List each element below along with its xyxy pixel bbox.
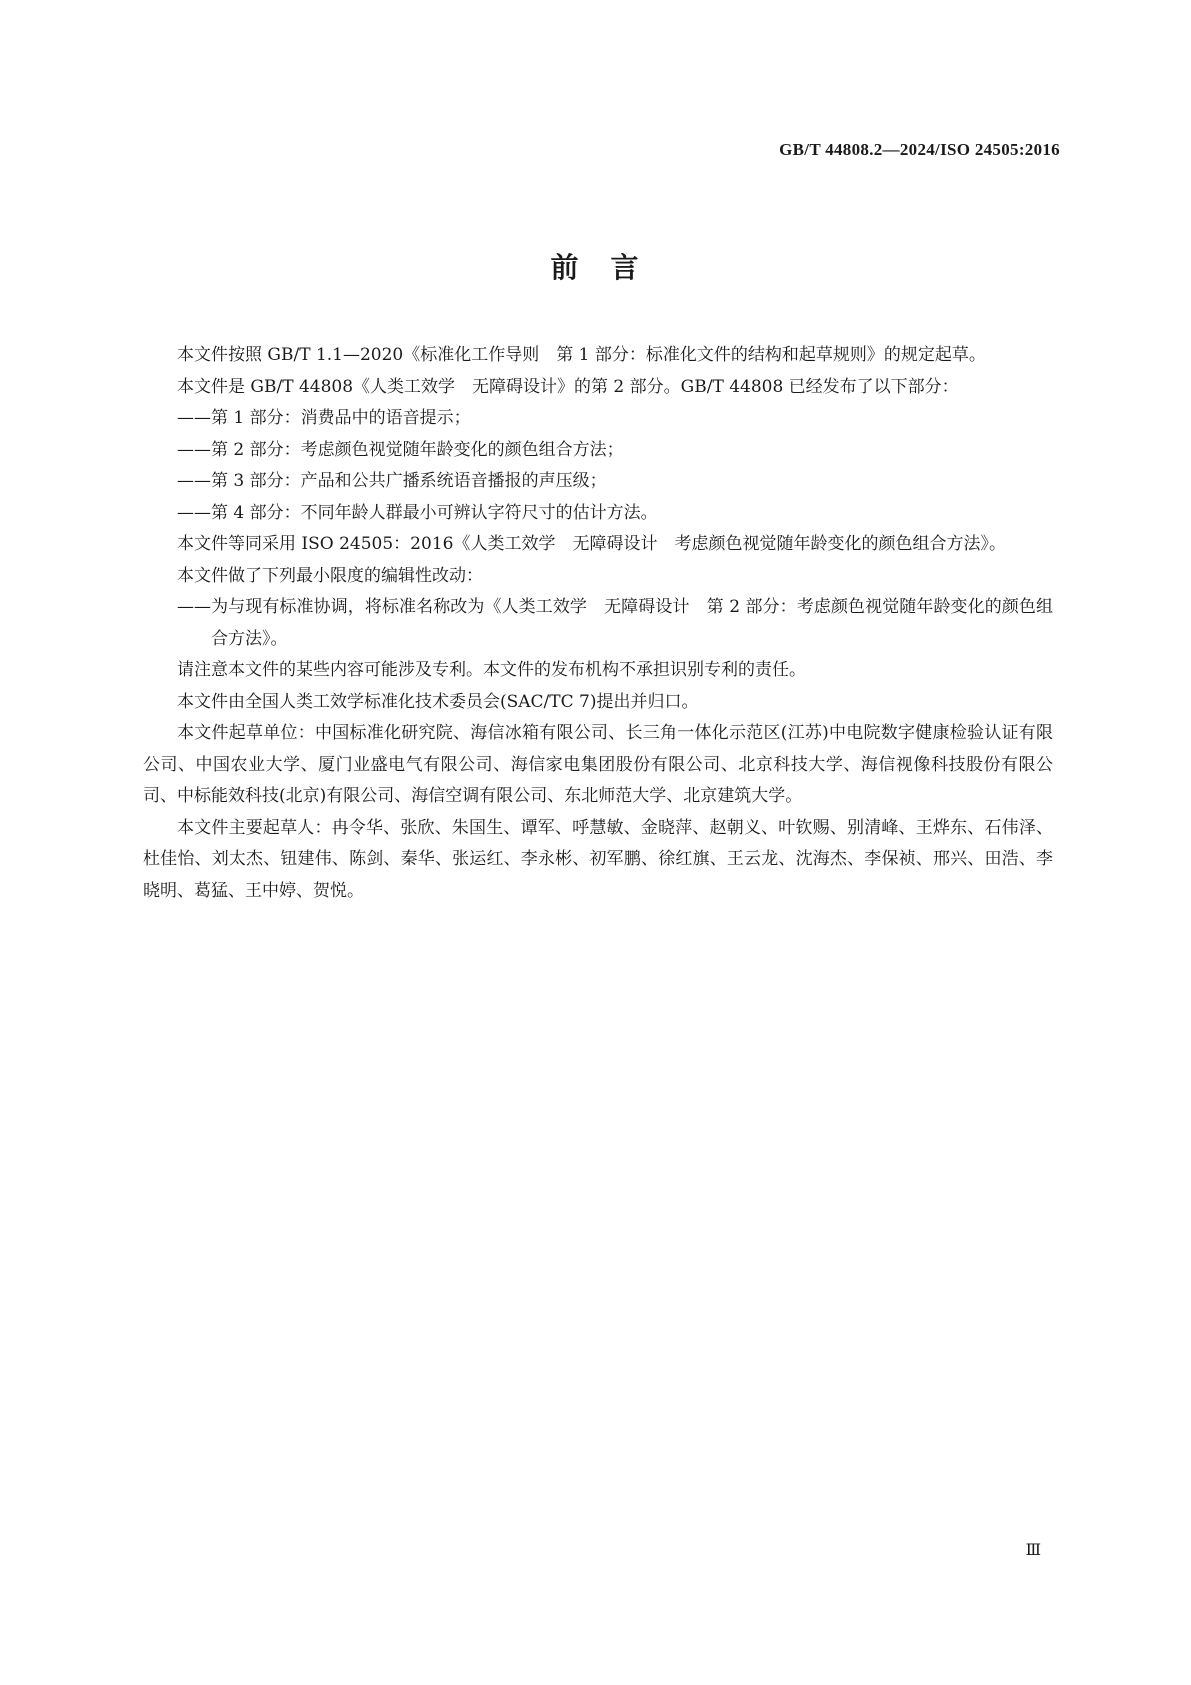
list-item-part-3: ——第 3 部分：产品和公共广播系统语音播报的声压级； [177, 471, 607, 491]
list-item-part-2: ——第 2 部分：考虑颜色视觉随年龄变化的颜色组合方法； [177, 439, 624, 460]
foreword-body [143, 340, 1053, 907]
paragraph-drafting-rules: 本文件按照 GB/T 1.1—2020《标准化工作导则 第 1 部分：标准化文件的结构和起草规则》的规定起草。 [177, 345, 986, 365]
standard-code-header: GB/T 44808.2—2024/ISO 24505:2016 [779, 140, 1060, 159]
page-number: Ⅲ [1025, 1542, 1041, 1559]
paragraph-drafters: 本文件主要起草人：冉令华、张欣、朱国生、谭军、呼慧敏、金晓萍、赵朝义、叶钦赐、别清峰、王烨东、石伟泽、杜佳怡、刘太杰、钮建伟、陈剑、秦华、张运红、李永彬、初军鹏、徐红旗、王云龙、沈海杰、李保祯、邢兴、田浩、李晓明、葛猛、王中婷、贺悦。 [143, 817, 1053, 901]
list-item-name-change: ——为与现有标准协调，将标准名称改为《人类工效学 无障碍设计 第 2 部分：考虑颜色视觉随年龄变化的颜色组合方法》。 [177, 597, 1053, 649]
list-item-part-4: ——第 4 部分：不同年龄人群最小可辨认字符尺寸的估计方法。 [177, 502, 658, 523]
paragraph-patent-notice: 请注意本文件的某些内容可能涉及专利。本文件的发布机构不承担识别专利的责任。 [177, 660, 806, 680]
paragraph-committee: 本文件由全国人类工效学标准化技术委员会(SAC/TC 7)提出并归口。 [177, 691, 699, 712]
paragraph-part-info: 本文件是 GB/T 44808《人类工效学 无障碍设计》的第 2 部分。GB/T 44808 已经发布了以下部分： [177, 376, 959, 397]
page-title: 前 言 [550, 251, 641, 284]
paragraph-editorial-changes: 本文件做了下列最小限度的编辑性改动： [177, 565, 483, 586]
paragraph-drafting-units: 本文件起草单位：中国标准化研究院、海信冰箱有限公司、长三角一体化示范区(江苏)中电院数字健康检验认证有限公司、中国农业大学、厦门业盛电气有限公司、海信家电集团股份有限公司、北京科技大学、海信视像科技股份有限公司、中标能效科技(北京)有限公司、海信空调有限公司、东北师范大学、北京建筑大学。 [143, 723, 1053, 806]
list-item-part-1: ——第 1 部分：消费品中的语音提示； [177, 408, 471, 428]
paragraph-iso-adoption: 本文件等同采用 ISO 24505：2016《人类工效学 无障碍设计 考虑颜色视觉随年龄变化的颜色组合方法》。 [177, 534, 1006, 554]
